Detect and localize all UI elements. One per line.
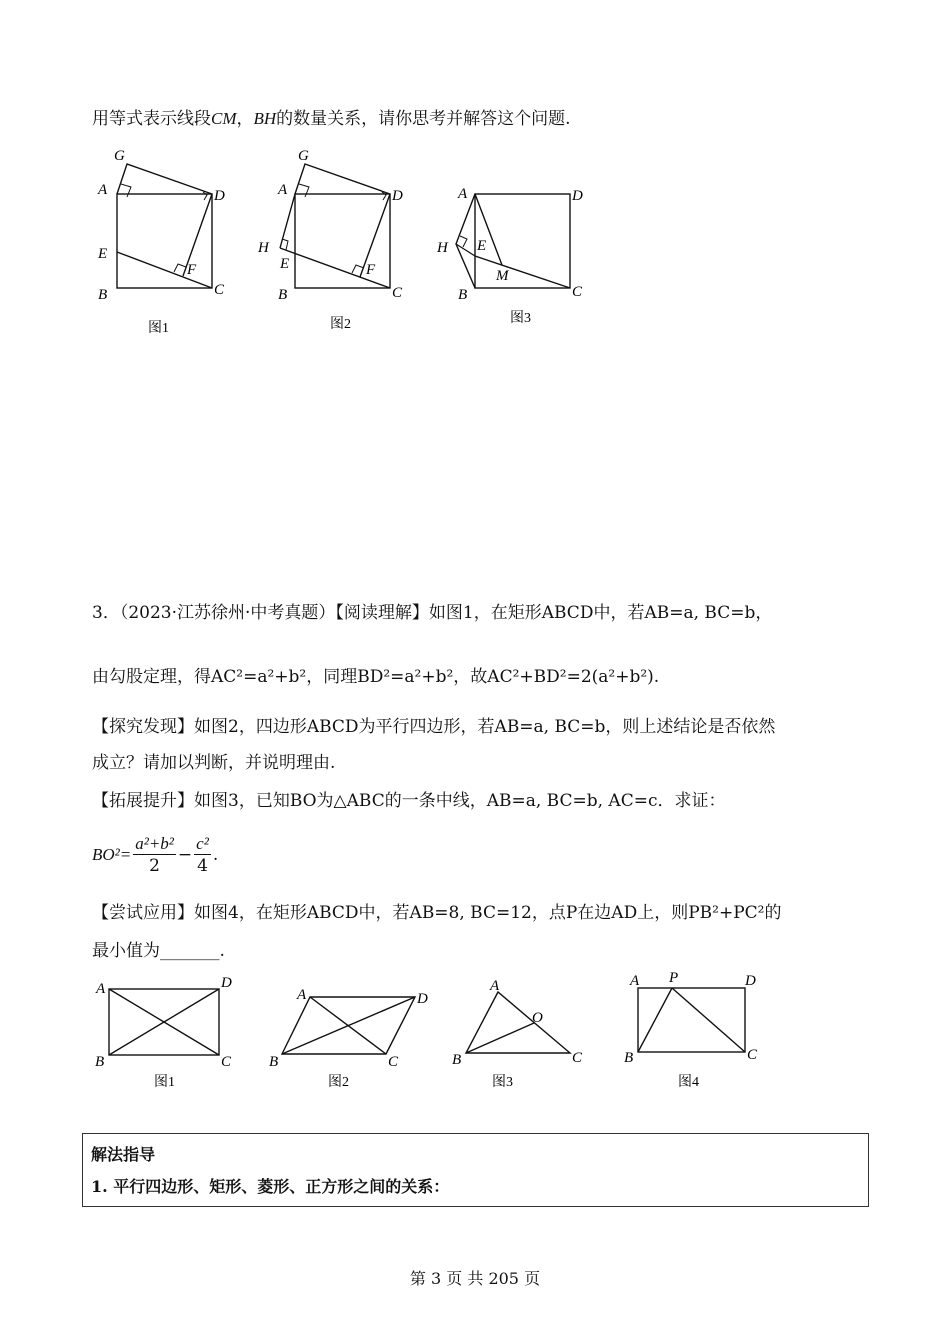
b3-caption: 图3 [492,1075,513,1090]
label-B-3: B [458,287,468,303]
label-A-3: A [458,186,468,202]
top-text-line: 用等式表示线段CM，BH的数量关系，请你思考并解答这个问题. [92,109,571,129]
problem3-formula: BO²= $\frac{\text{a²+b²}}{2}$ − $\frac{\text{c²}}{4}$ . [92,834,219,876]
b2-label-C: C [388,1054,399,1070]
label-F: F [187,262,197,278]
label-G: G [114,148,125,164]
bottom-figure-1 [109,989,219,1055]
label-D-3: D [572,188,583,204]
label-E-3: E [477,238,487,254]
label-C: C [214,282,225,298]
b3-label-C: C [572,1050,583,1066]
problem3-line1: 3．（2023·江苏徐州·中考真题）【阅读理解】如图1，在矩形ABCD中，若AB=a, BC=b， [92,603,773,623]
label-M-3: M [496,268,509,284]
label-F-2: F [366,262,376,278]
label-B: B [98,287,108,303]
guide-item-1: 1. 平行四边形、矩形、菱形、正方形之间的关系： [91,1177,450,1196]
b2-caption: 图2 [328,1075,349,1090]
b3-label-A: A [490,978,500,994]
b4-label-B: B [624,1050,634,1066]
fig1-caption: 图1 [148,321,169,336]
label-E: E [98,246,108,262]
top-figure-3 [456,194,570,288]
problem3-apply-2: 最小值为_______. [92,941,225,961]
b4-caption: 图4 [678,1075,699,1090]
b1-label-A: A [96,981,106,997]
b4-label-C: C [747,1047,758,1063]
label-C-3: C [572,284,583,300]
label-A-2: A [278,182,288,198]
bottom-figure-2 [282,997,415,1054]
problem3-apply: 【尝试应用】如图4，在矩形ABCD中，若AB=8, BC=12，点P在边AD上，则PB²+PC²的 [92,903,782,923]
label-B-2: B [278,287,288,303]
b1-label-D: D [221,975,232,991]
label-D-2: D [392,188,403,204]
b4-label-P: P [669,970,679,986]
problem3-extend: 【拓展提升】如图3，已知BO为△ABC的一条中线，AB=a, BC=b, AC=c．求证： [92,791,726,811]
b2-label-A: A [297,987,307,1003]
b4-label-D: D [745,973,756,989]
label-D: D [214,188,225,204]
label-H-3: H [437,240,448,256]
guide-box [82,1133,869,1207]
b4-label-A: A [630,973,640,989]
page-footer: 第 3 页 共 205 页 [409,1269,541,1288]
problem3-line2: 由勾股定理，得AC²=a²+b²，同理BD²=a²+b²，故AC²+BD²=2(a²+b²). [92,667,660,687]
b1-label-B: B [95,1054,105,1070]
b2-label-B: B [269,1054,279,1070]
top-figure-1 [117,164,212,288]
b3-label-O: O [532,1010,543,1026]
b2-label-D: D [417,991,428,1007]
bottom-figures [90,968,790,1098]
top-figures [90,140,610,340]
fig2-caption: 图2 [330,317,351,332]
label-G-2: G [298,148,309,164]
bottom-figure-3 [466,992,570,1053]
b3-label-B: B [452,1052,462,1068]
label-H-2: H [258,240,269,256]
b1-caption: 图1 [154,1075,175,1090]
label-A: A [98,182,108,198]
b1-label-C: C [221,1054,232,1070]
problem3-explore-2: 成立？请加以判断，并说明理由. [92,753,336,773]
fig3-caption: 图3 [510,311,531,326]
problem3-explore: 【探究发现】如图2，四边形ABCD为平行四边形，若AB=a, BC=b，则上述结论是否依然 [92,717,776,737]
label-E-2: E [280,256,290,272]
bottom-figure-4 [638,988,745,1052]
label-C-2: C [392,285,403,301]
guide-title: 解法指导 [91,1145,156,1164]
